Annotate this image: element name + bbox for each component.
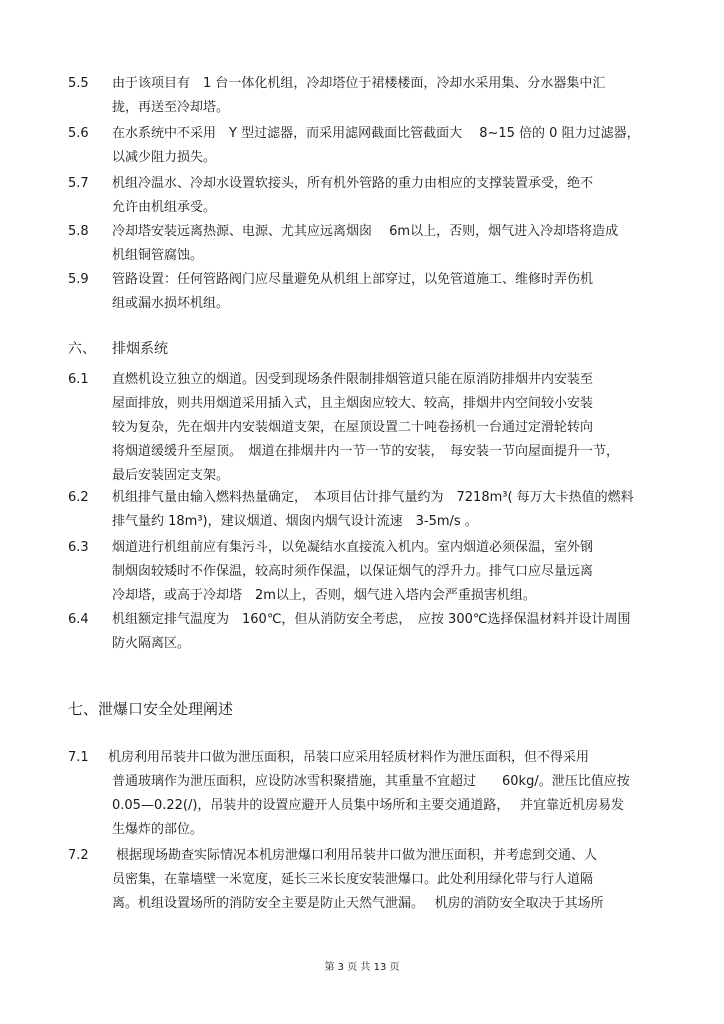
clause-number: 7.2 <box>68 848 89 863</box>
clause-number: 6.4 <box>68 612 89 627</box>
clause-number: 5.6 <box>68 126 89 141</box>
clause-text-line: 管路设置：任何管路阀门应尽量避免从机组上部穿过，以免管道施工、维修时弄伤机 <box>112 272 594 287</box>
clause-number: 5.9 <box>68 272 89 287</box>
clause-text-line: 排气量约 18m³)，建议烟道、烟囱内烟气设计流速 3-5m/s 。 <box>112 514 478 529</box>
clause-text-line: 最后安装固定支架。 <box>112 468 230 483</box>
clause-text-line: 拢，再送至冷却塔。 <box>112 100 230 115</box>
clause-text-line: 机组冷温水、冷却水设置软接头，所有机外管路的重力由相应的支撑装置承受，绝不 <box>112 176 594 191</box>
clause-text-line: 由于该项目有 1 台一体化机组，冷却塔位于裙楼楼面，冷却水采用集、分水器集中汇 <box>112 76 606 91</box>
clause-number: 6.1 <box>68 372 89 387</box>
clause-number: 7.1 <box>68 750 89 765</box>
clause-text-line: 普通玻璃作为泄压面积，应设防冰雪积聚措施，其重量不宜超过 60kg/。泄压比值应按 <box>112 774 630 789</box>
clause-number: 5.5 <box>68 76 89 91</box>
clause-text-line: 制烟囱较矮时不作保温，较高时须作保温，以保证烟气的浮升力。排气口应尽量远离 <box>112 564 594 579</box>
clause-text-line: 将烟道缓缓升至屋顶。 烟道在排烟井内一节一节的安装， 每安装一节向屋面提升一节， <box>112 444 620 459</box>
clause-text-line: 机房利用吊装井口做为泄压面积，吊装口应采用轻质材料作为泄压面积，但不得采用 <box>108 750 590 765</box>
clause-text-line: 机组排气量由输入燃料热量确定， 本项目估计排气量约为 7218m³( 每万大卡热值的燃料 <box>112 490 634 505</box>
clause-text-line: 较为复杂，先在烟井内安装烟道支架，在屋顶设置二十吨卷扬机一台通过定滑轮转向 <box>112 420 594 435</box>
clause-text-line: 屋面排放，则共用烟道采用插入式，且主烟囱应较大、较高，排烟井内空间较小安装 <box>112 396 594 411</box>
clause-text-line: 允许由机组承受。 <box>112 200 217 215</box>
clause-number: 6.2 <box>68 490 89 505</box>
clause-text-line: 机组铜管腐蚀。 <box>112 248 204 263</box>
clause-number: 5.7 <box>68 176 89 191</box>
clause-text-line: 冷却塔，或高于冷却塔 2m以上，否则，烟气进入塔内会严重损害机组。 <box>112 588 536 603</box>
clause-text-line: 直燃机设立独立的烟道。因受到现场条件限制排烟管道只能在原消防排烟井内安装至 <box>112 372 594 387</box>
clause-text-line: 烟道进行机组前应有集污斗，以免凝结水直接流入机内。室内烟道必须保温，室外钢 <box>112 540 594 555</box>
clause-text-line: 冷却塔安装远离热源、电源、尤其应远离烟囱 6m以上，否则，烟气进入冷却塔将造成 <box>112 224 619 239</box>
clause-text-line: 生爆炸的部位。 <box>112 822 204 837</box>
section-6-number: 六、 <box>68 341 96 357</box>
clause-text-line: 机组额定排气温度为 160℃，但从消防安全考虑， 应按 300℃选择保温材料并设计周围 <box>112 612 631 627</box>
clause-text-line: 防火隔离区。 <box>112 636 191 651</box>
clause-text-line: 离。机组设置场所的消防安全主要是防止天然气泄漏。 机房的消防安全取决于其场所 <box>112 896 604 911</box>
clause-number: 5.8 <box>68 224 89 239</box>
clause-text-line: 0.05—0.22(/)，吊装井的设置应避开人员集中场所和主要交通道路， 并宜靠近机房易发 <box>112 798 625 813</box>
clause-number: 6.3 <box>68 540 89 555</box>
clause-text-line: 组或漏水损坏机组。 <box>112 296 230 311</box>
page-footer: 第 3 页 共 13 页 <box>324 962 400 973</box>
clause-text-line: 以减少阻力损失。 <box>112 150 217 165</box>
clause-text-line: 根据现场勘查实际情况本机房泄爆口利用吊装井口做为泄压面积，并考虑到交通、人 <box>116 848 598 863</box>
section-7-title: 七、泄爆口安全处理阐述 <box>68 700 234 718</box>
clause-text-line: 员密集，在靠墙壁一米宽度，延长三米长度安装泄爆口。此处利用绿化带与行人道隔 <box>112 872 594 887</box>
clause-text-line: 在水系统中不采用 Y 型过滤器，而采用滤网截面比管截面大 8~15 倍的 0 阻力过滤器， <box>112 126 640 141</box>
section-6-title: 排烟系统 <box>112 341 168 357</box>
